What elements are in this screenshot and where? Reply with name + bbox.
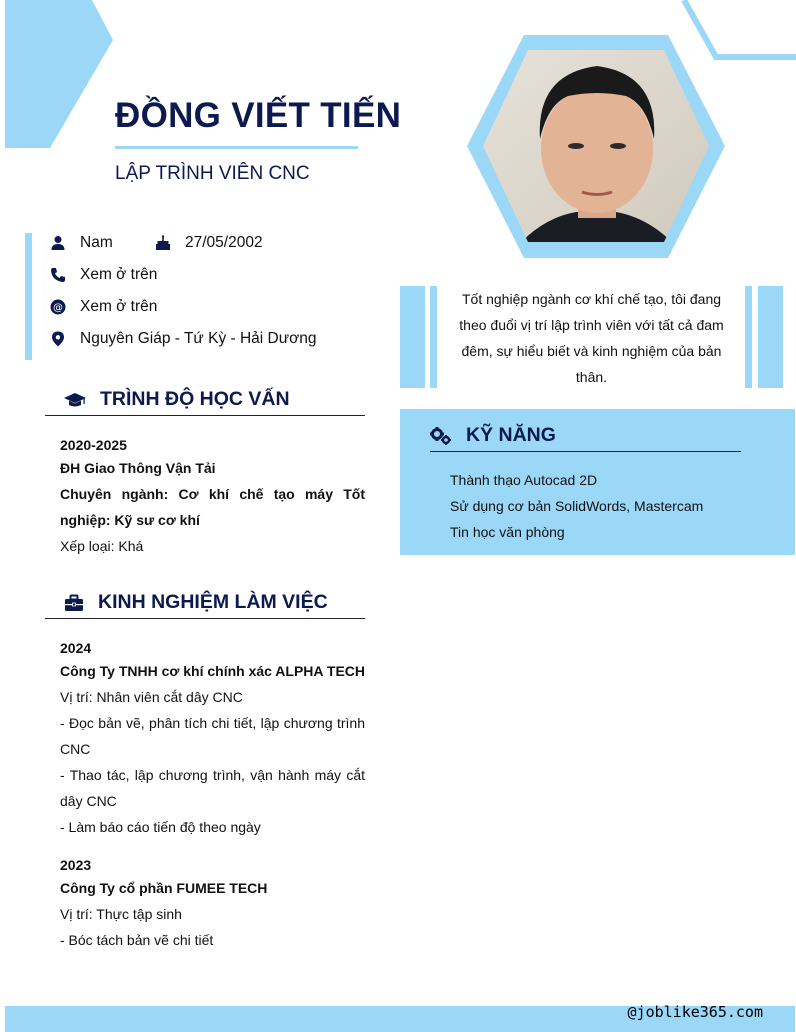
skill-item: Tin học văn phòng bbox=[450, 524, 565, 540]
map-marker-icon bbox=[50, 331, 66, 347]
address-value: Nguyên Giáp - Tứ Kỳ - Hải Dương bbox=[80, 330, 317, 347]
job-task: - Bóc tách bản vẽ chi tiết bbox=[60, 932, 214, 948]
about-text: Tốt nghiệp ngành cơ khí chế tạo, tôi đang theo đuổi vị trí lập trình viên với tất cả đam đêm, sự hiểu biết và kinh nghiệm của bản thân. bbox=[459, 291, 724, 385]
name-underline bbox=[115, 146, 358, 149]
job-position: Vị trí: Thực tập sinh bbox=[60, 906, 182, 922]
top-left-decoration bbox=[0, 0, 120, 150]
skill-item: Sử dụng cơ bản SolidWords, Mastercam bbox=[450, 498, 704, 514]
job-year: 2024 bbox=[60, 640, 92, 656]
education-grade: Xếp loại: Khá bbox=[60, 538, 144, 554]
birthday-cake-icon bbox=[155, 235, 171, 251]
gender-value: Nam bbox=[80, 234, 113, 251]
education-major: Chuyên ngành: Cơ khí chế tạo máy Tốt nghiệp: Kỹ sư cơ khí bbox=[60, 486, 365, 528]
gears-icon bbox=[430, 427, 452, 445]
graduation-cap-icon bbox=[64, 391, 86, 409]
experience-divider bbox=[45, 618, 365, 619]
about-left-bar bbox=[400, 286, 425, 388]
address-row bbox=[50, 330, 317, 348]
education-heading-text: TRÌNH ĐỘ HỌC VẤN bbox=[100, 388, 290, 410]
education-school: ĐH Giao Thông Vận Tải bbox=[60, 460, 216, 476]
about-left-thin-bar bbox=[430, 286, 437, 388]
footer-watermark: @joblike365.com bbox=[627, 1003, 763, 1021]
skill-item: Thành thạo Autocad 2D bbox=[450, 472, 598, 488]
phone-row bbox=[50, 266, 157, 284]
job-company: Công Ty TNHH cơ khí chính xác ALPHA TECH bbox=[60, 663, 366, 679]
birthdate-value: 27/05/2002 bbox=[185, 234, 263, 251]
education-divider bbox=[45, 415, 365, 416]
experience-heading bbox=[64, 591, 328, 614]
job-company: Công Ty cổ phần FUMEE TECH bbox=[60, 880, 268, 896]
phone-value: Xem ở trên bbox=[80, 266, 158, 283]
job-position: Vị trí: Nhân viên cắt dây CNC bbox=[60, 689, 243, 705]
job-year: 2023 bbox=[60, 857, 92, 873]
user-icon bbox=[50, 235, 66, 251]
job-task: - Thao tác, lập chương trình, vận hành máy cắt dây CNC bbox=[60, 767, 365, 809]
about-right-thin-bar bbox=[745, 286, 752, 388]
contact-accent-bar bbox=[25, 233, 32, 360]
experience-job-2 bbox=[60, 852, 365, 953]
job-task: - Đọc bản vẽ, phân tích chi tiết, lập chương trình CNC bbox=[60, 715, 365, 757]
skills-list bbox=[450, 467, 780, 545]
gender-row bbox=[50, 234, 113, 252]
education-heading bbox=[64, 388, 290, 411]
birthdate-row bbox=[155, 234, 263, 252]
education-block bbox=[60, 432, 365, 559]
candidate-name: ĐỒNG VIẾT TIẾN bbox=[115, 96, 402, 135]
skills-divider bbox=[430, 451, 741, 452]
email-value: Xem ở trên bbox=[80, 298, 158, 315]
job-title: LẬP TRÌNH VIÊN CNC bbox=[115, 163, 310, 184]
email-row bbox=[50, 298, 157, 316]
about-right-bar bbox=[758, 286, 783, 388]
phone-icon bbox=[50, 267, 66, 283]
profile-photo bbox=[466, 34, 728, 260]
skills-heading-text: KỸ NĂNG bbox=[466, 424, 556, 446]
job-task: - Làm báo cáo tiến độ theo ngày bbox=[60, 819, 261, 835]
experience-job-1 bbox=[60, 635, 365, 840]
education-period: 2020-2025 bbox=[60, 437, 127, 453]
briefcase-icon bbox=[64, 594, 84, 612]
at-icon bbox=[50, 299, 66, 315]
experience-heading-text: KINH NGHIỆM LÀM VIỆC bbox=[98, 591, 328, 613]
svg-text:@: @ bbox=[53, 302, 63, 314]
skills-heading bbox=[430, 424, 556, 447]
